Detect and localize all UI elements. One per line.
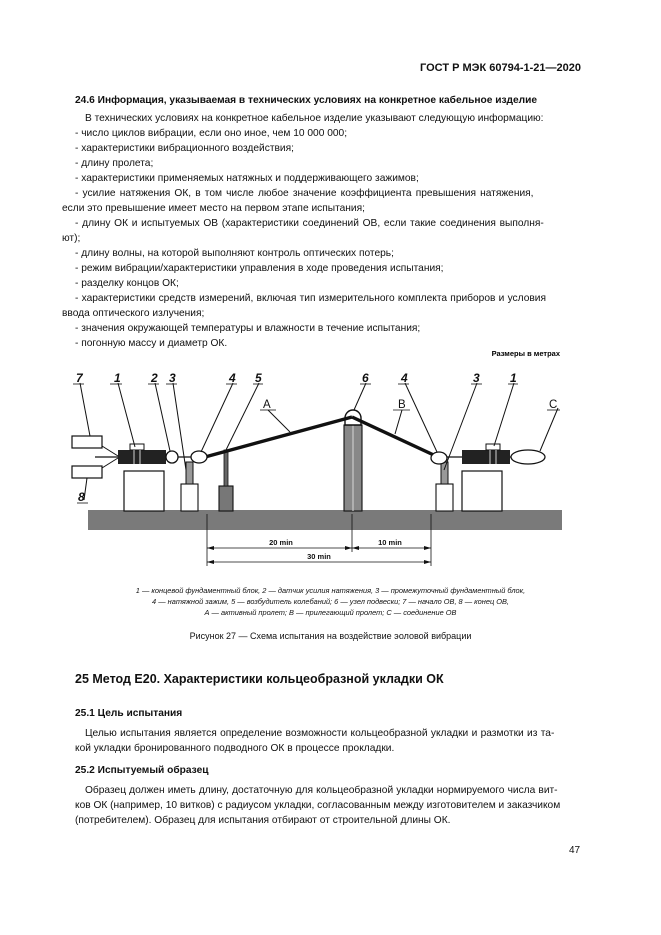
list-item: - разделку концов ОК;: [75, 278, 179, 289]
list-item: - характеристики средств измерений, включая тип измерительного комплекта приборов и условия: [75, 293, 546, 304]
list-item: - число циклов вибрации, если оно иное, чем 10 000 000;: [75, 128, 348, 139]
dim-10: 10 min: [378, 538, 402, 547]
label-4-right: 4: [401, 371, 408, 385]
tension-sensor: [166, 451, 178, 463]
dim-20: 20 min: [269, 538, 293, 547]
section-25-title: 25 Метод Е20. Характеристики кольцеобразной укладки ОК: [75, 672, 444, 686]
figure-legend-line: 4 — натяжной зажим, 5 — возбудитель колебаний; 6 — узел подвески; 7 — начало ОВ, 8 — конец ОВ,: [152, 597, 509, 606]
exciter-base: [219, 486, 233, 511]
label-3-left: 3: [169, 371, 176, 385]
figure-legend-line: А — активный пролет; В — прилегающий пролет; С — соединение ОВ: [204, 608, 457, 617]
text-line: если это превышение имеет место на первом этапе испытания;: [62, 203, 365, 214]
label-6: 6: [362, 371, 369, 385]
fiber-start-box: [72, 436, 102, 448]
label-C: С: [549, 399, 558, 411]
text-line: В технических условиях на конкретное кабельное изделие указывают следующую информацию:: [85, 113, 544, 124]
label-2: 2: [151, 371, 158, 385]
end-foundation-block-left: [124, 471, 164, 511]
label-7: 7: [76, 371, 83, 385]
post-right: [441, 462, 448, 484]
text-line: ввода оптического излучения;: [62, 308, 205, 319]
label-1-left: 1: [114, 371, 121, 385]
post-left: [186, 462, 193, 484]
section-25-2-title: 25.2 Испытуемый образец: [75, 765, 209, 776]
document-header: ГОСТ Р МЭК 60794-1-21—2020: [420, 62, 581, 74]
list-item: - длину пролета;: [75, 158, 154, 169]
list-item: - погонную массу и диаметр ОК.: [75, 338, 228, 349]
list-item: - режим вибрации/характеристики управления в ходе проведения испытания;: [75, 263, 444, 274]
figure-legend-line: 1 — концевой фундаментный блок, 2 — датчик усилия натяжения, 3 — промежуточный фундаментный блок,: [135, 586, 526, 595]
section-24-6-title: 24.6 Информация, указываемая в технических условиях на конкретное кабельное изделие: [75, 95, 538, 106]
label-A: А: [263, 399, 271, 411]
list-item: - значения окружающей температуры и влажности в течение испытания;: [75, 323, 421, 334]
fiber-end-box: [72, 466, 102, 478]
label-B: В: [398, 399, 406, 411]
text-line: (потребителем). Образец для испытания отбирают от строительной длины ОК.: [75, 815, 451, 826]
label-8: 8: [78, 490, 85, 504]
list-item: - усилие натяжения ОК, в том числе любое значение коэффициента превышения натяжения,: [75, 188, 534, 199]
test-scheme-figure: [0, 340, 661, 580]
ground-slab: [88, 510, 562, 530]
text-line: ков ОК (например, 10 витков) с радиусом укладки, согласованным между изготовителем и заказчиком: [75, 800, 561, 811]
end-foundation-block-right: [462, 471, 502, 511]
exciter-rod: [224, 450, 228, 486]
active-span-cable: [205, 417, 352, 457]
text-line: кой укладки бронированного подводного ОК в процессе прокладки.: [75, 743, 395, 754]
adjacent-span-cable: [352, 417, 438, 457]
label-3-right: 3: [473, 371, 480, 385]
list-item: - длину ОК и испытуемых ОВ (характеристики соединений ОВ, если такие соединения выполня-: [75, 218, 544, 229]
section-25-1-title: 25.1 Цель испытания: [75, 708, 183, 719]
page-number: 47: [569, 845, 581, 856]
intermediate-block-left: [181, 484, 198, 511]
units-note: Размеры в метрах: [491, 349, 560, 358]
dim-30: 30 min: [307, 552, 331, 561]
list-item: - характеристики вибрационного воздействия;: [75, 143, 294, 154]
intermediate-block-right: [436, 484, 453, 511]
text-line: Образец должен иметь длину, достаточную для кольцеобразной укладки нормируемого числа вит-: [85, 785, 558, 796]
list-item: - характеристики применяемых натяжных и поддерживающего зажимов;: [75, 173, 419, 184]
clamp-right: [462, 450, 510, 464]
label-4-left: 4: [229, 371, 236, 385]
list-item: - длину волны, на которой выполняют контроль оптических потерь;: [75, 248, 394, 259]
clamp-left: [118, 450, 166, 464]
label-1-right: 1: [510, 371, 517, 385]
tension-clamp-right: [431, 452, 447, 464]
text-line: Целью испытания является определение возможности кольцеобразной укладки и размотки из та-: [85, 728, 555, 739]
label-5: 5: [255, 371, 262, 385]
text-line: ют);: [62, 233, 81, 244]
tension-clamp-left: [191, 451, 207, 463]
fiber-connection: [511, 450, 545, 464]
figure-title: Рисунок 27 — Схема испытания на воздействие эоловой вибрации: [189, 631, 472, 641]
